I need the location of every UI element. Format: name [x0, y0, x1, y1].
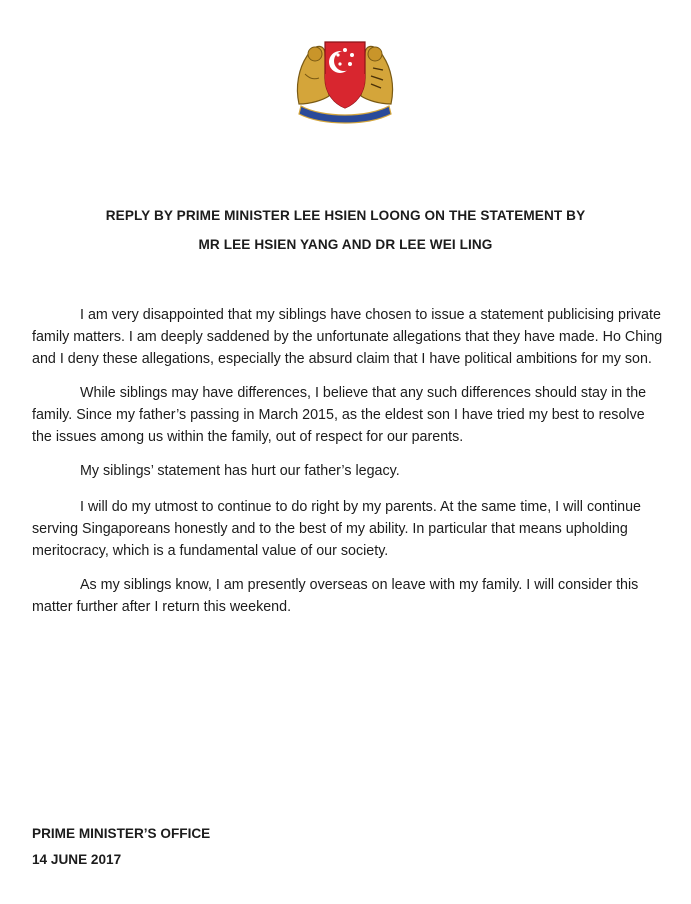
tiger-supporter-icon	[361, 46, 393, 104]
signature-office: PRIME MINISTER’S OFFICE	[32, 826, 211, 841]
paragraph-4: I will do my utmost to continue to do right by my parents. At the same time, I will continue serving Singaporeans honestly and to the best of my ability. In particular that means upholding meritocracy, which is a fundamental value of our society.	[32, 499, 642, 559]
signature-date: 14 JUNE 2017	[32, 852, 122, 867]
statement-body	[32, 304, 664, 630]
shield-icon	[325, 42, 365, 108]
singapore-coat-of-arms-icon	[293, 34, 397, 124]
paragraph-3: My siblings’ statement has hurt our father’s legacy.	[80, 463, 400, 479]
lion-supporter-icon	[297, 46, 329, 104]
paragraph-2: While siblings may have differences, I believe that any such differences should stay in the family. Since my father’s passing in March 2015, as the eldest son I have tried my best to resolve the issues among us within the family, out of respect for our parents.	[32, 385, 647, 445]
paragraph-1: I am very disappointed that my siblings have chosen to issue a statement publicising private family matters. I am deeply saddened by the unfortunate allegations that they have made. Ho Ching and I deny these allegations, especially the absurd claim that I have political ambitions for my son.	[32, 307, 663, 367]
statement-title-line-1: REPLY BY PRIME MINISTER LEE HSIEN LOONG ON THE STATEMENT BY	[105, 208, 586, 223]
paragraph-5: As my siblings know, I am presently overseas on leave with my family. I will consider this matter further after I return this weekend.	[32, 577, 639, 615]
statement-title-line-2: MR LEE HSIEN YANG AND DR LEE WEI LING	[198, 237, 493, 252]
